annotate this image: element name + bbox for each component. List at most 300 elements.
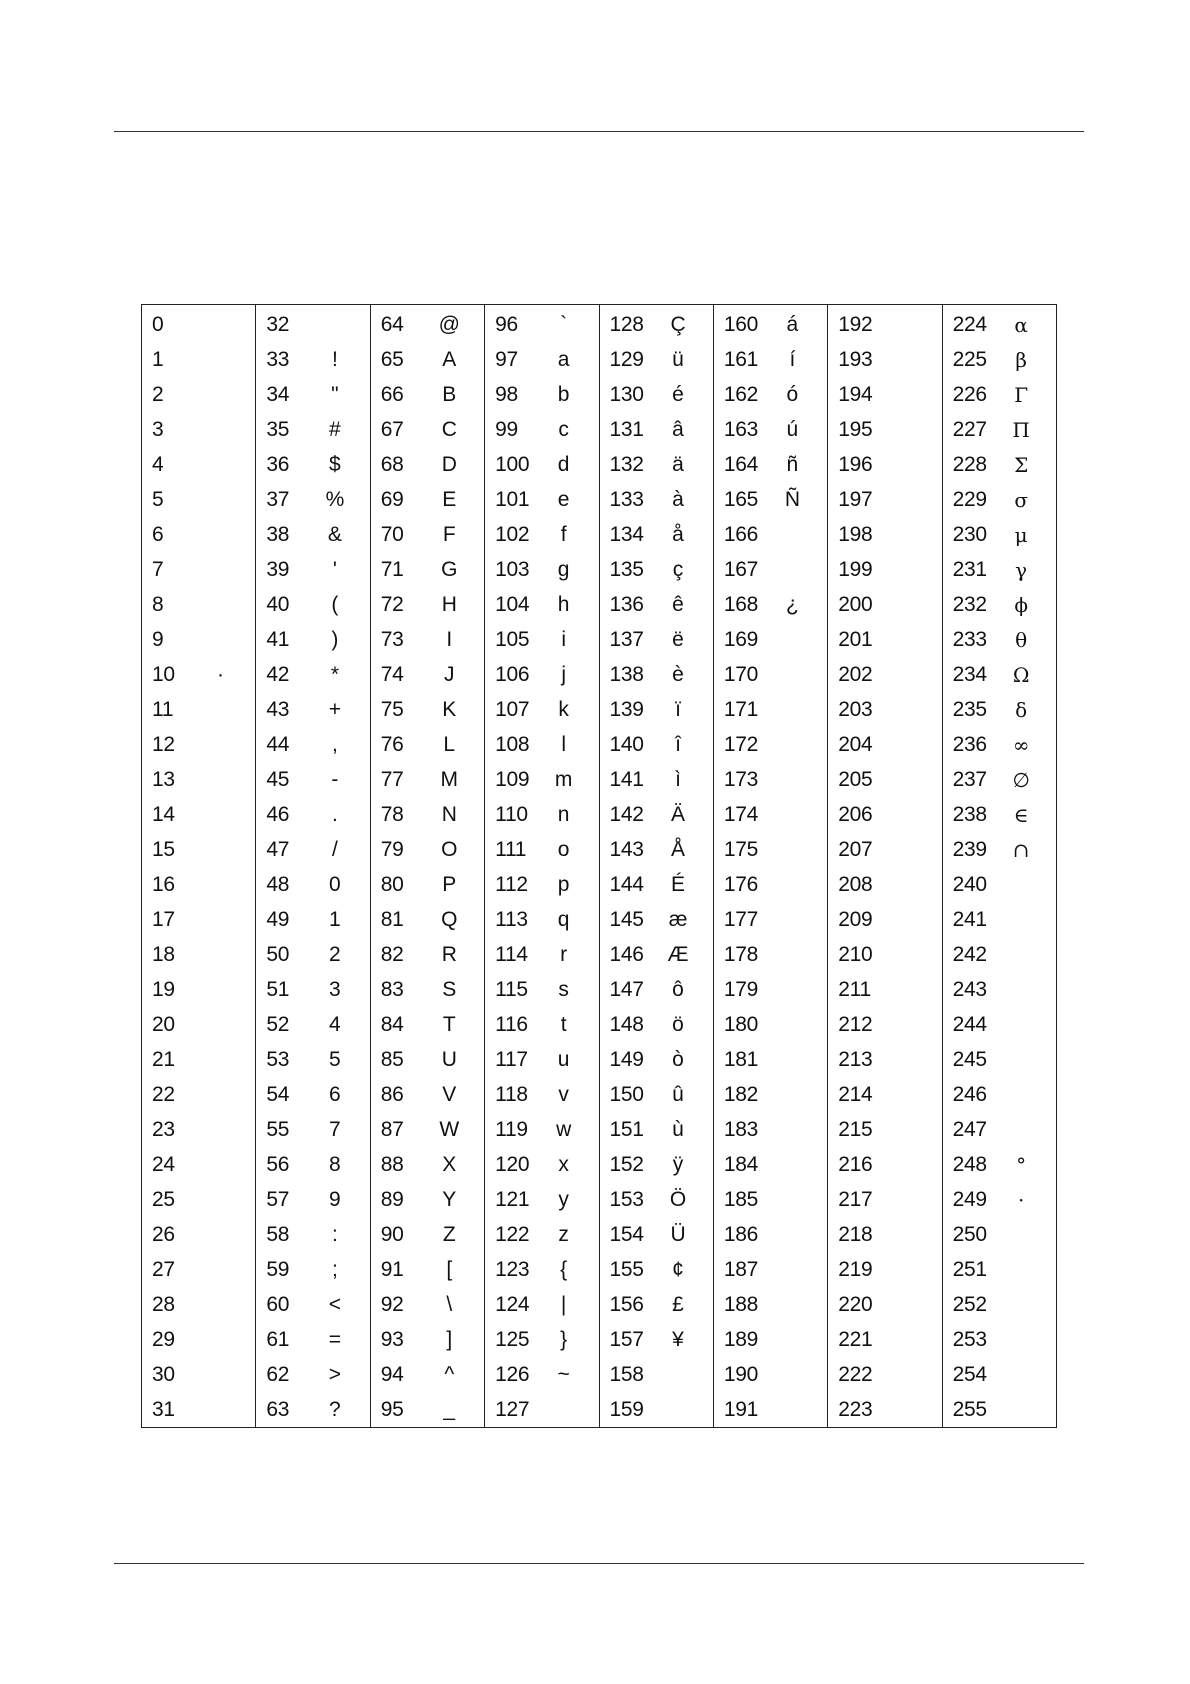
table-row: [943, 727, 1056, 762]
char-code: 179: [723, 977, 759, 1001]
table-row: [943, 307, 1056, 342]
char-code: 70: [380, 522, 404, 546]
char-code: 71: [380, 557, 404, 581]
table-row: [371, 482, 484, 517]
char-code: 75: [380, 697, 404, 721]
char-code: 249: [952, 1187, 987, 1211]
table-row: [371, 307, 484, 342]
table-row: [600, 1357, 713, 1392]
char-code: 17: [152, 907, 175, 931]
char-code: 96: [495, 312, 518, 336]
char-code: 243: [952, 977, 987, 1001]
table-row: [142, 727, 255, 762]
char-code: 61: [266, 1327, 290, 1351]
table-row: [828, 1217, 941, 1252]
char-code: 144: [609, 872, 644, 896]
table-row: [714, 902, 827, 937]
char-glyph: d: [557, 452, 570, 476]
char-code: 208: [838, 872, 873, 896]
char-code: 194: [838, 382, 873, 406]
char-code: 223: [838, 1397, 873, 1421]
table-row: [714, 1217, 827, 1252]
char-code: 153: [609, 1187, 644, 1211]
char-code: 55: [266, 1117, 290, 1141]
char-glyph: ]: [446, 1327, 452, 1351]
char-glyph: >: [328, 1362, 341, 1386]
char-glyph: M: [440, 767, 458, 791]
char-glyph: s: [558, 977, 569, 1001]
char-code: 79: [380, 837, 404, 861]
table-row: [600, 657, 713, 692]
table-row: [485, 797, 598, 832]
table-row: [714, 1147, 827, 1182]
char-code: 29: [152, 1327, 175, 1351]
char-code: 191: [723, 1397, 759, 1421]
char-code: 45: [266, 767, 290, 791]
char-code: 117: [495, 1047, 528, 1071]
table-row: [714, 762, 827, 797]
table-row: [714, 972, 827, 1007]
char-glyph: U: [441, 1047, 457, 1071]
table-row: [714, 937, 827, 972]
char-code: 142: [609, 802, 644, 826]
char-glyph: }: [560, 1327, 567, 1351]
table-row: [714, 1007, 827, 1042]
table-row: [943, 797, 1056, 832]
table-row: [943, 832, 1056, 867]
char-glyph: ∈: [1013, 802, 1029, 827]
char-glyph: Å: [671, 837, 685, 861]
char-glyph: O: [441, 837, 458, 861]
char-code: 76: [380, 732, 404, 756]
char-glyph: :: [331, 1222, 338, 1246]
char-glyph: <: [328, 1292, 341, 1316]
char-code: 226: [952, 382, 987, 406]
char-code: 93: [380, 1327, 404, 1351]
table-row: [371, 412, 484, 447]
char-code: 238: [952, 802, 987, 826]
char-code: 169: [723, 627, 759, 651]
table-row: [371, 1252, 484, 1287]
char-code: 27: [152, 1257, 175, 1281]
char-code: 141: [609, 767, 644, 791]
char-code: 137: [609, 627, 644, 651]
char-code: 187: [723, 1257, 759, 1281]
char-glyph: â: [672, 417, 684, 441]
char-code: 131: [609, 417, 644, 441]
char-glyph: ϕ: [1014, 592, 1028, 617]
table-row: [714, 1182, 827, 1217]
char-code: 13: [152, 767, 175, 791]
char-code: 125: [495, 1327, 530, 1351]
char-glyph: a: [557, 347, 570, 371]
char-code: 128: [609, 312, 644, 336]
table-row: [371, 692, 484, 727]
char-glyph: Y: [442, 1187, 456, 1211]
char-code: 97: [495, 347, 518, 371]
char-glyph: Æ: [667, 942, 689, 966]
table-row: [714, 377, 827, 412]
table-row: [714, 412, 827, 447]
code-column: [141, 305, 255, 1427]
table-row: [142, 972, 255, 1007]
char-glyph: ·: [1017, 1187, 1025, 1212]
char-code: 229: [952, 487, 987, 511]
table-row: [256, 1182, 369, 1217]
char-glyph: Γ: [1014, 382, 1028, 407]
char-code: 102: [495, 522, 530, 546]
char-glyph: ): [331, 627, 339, 651]
char-code: 220: [838, 1292, 873, 1316]
char-code: 221: [838, 1327, 873, 1351]
table-row: [256, 342, 369, 377]
char-code: 214: [838, 1082, 873, 1106]
table-row: [600, 1147, 713, 1182]
table-row: [828, 692, 941, 727]
char-glyph: J: [444, 662, 455, 686]
char-glyph: A: [442, 347, 456, 371]
table-row: [256, 657, 369, 692]
char-code: 86: [380, 1082, 404, 1106]
char-code: 35: [266, 417, 290, 441]
table-row: [943, 342, 1056, 377]
table-row: [828, 1322, 941, 1357]
char-code: 10: [152, 662, 175, 686]
char-code: 18: [152, 942, 175, 966]
table-row: [142, 937, 255, 972]
char-code: 150: [609, 1082, 644, 1106]
char-code: 95: [380, 1397, 404, 1421]
char-code: 234: [952, 662, 987, 686]
char-code: 199: [838, 557, 873, 581]
char-code: 233: [952, 627, 987, 651]
table-row: [485, 1147, 598, 1182]
char-code: 178: [723, 942, 759, 966]
char-glyph: Q: [441, 907, 458, 931]
table-row: [142, 1357, 255, 1392]
table-row: [943, 1112, 1056, 1147]
code-column: [942, 305, 1057, 1427]
char-glyph: q: [557, 907, 570, 931]
table-row: [828, 447, 941, 482]
table-row: [714, 552, 827, 587]
char-glyph: α: [1014, 312, 1028, 337]
char-glyph: å: [672, 522, 684, 546]
table-row: [256, 1077, 369, 1112]
table-row: [600, 1252, 713, 1287]
char-code: 205: [838, 767, 873, 791]
table-row: [828, 832, 941, 867]
char-code: 118: [495, 1082, 528, 1106]
char-code: 5: [152, 487, 164, 511]
char-code: 236: [952, 732, 987, 756]
char-glyph: ñ: [786, 452, 798, 476]
char-code: 83: [380, 977, 404, 1001]
char-code: 157: [609, 1327, 644, 1351]
char-code: 56: [266, 1152, 290, 1176]
char-code: 145: [609, 907, 644, 931]
char-code: 139: [609, 697, 644, 721]
char-code: 209: [838, 907, 873, 931]
char-code: 39: [266, 557, 290, 581]
char-code: 255: [952, 1397, 987, 1421]
table-row: [943, 1182, 1056, 1217]
table-row: [142, 692, 255, 727]
table-row: [142, 1252, 255, 1287]
char-code: 207: [838, 837, 873, 861]
char-code: 109: [495, 767, 530, 791]
char-code: 63: [266, 1397, 290, 1421]
table-row: [828, 937, 941, 972]
char-code: 14: [152, 802, 175, 826]
char-code: 42: [266, 662, 290, 686]
table-row: [485, 552, 598, 587]
table-row: [943, 1392, 1056, 1427]
char-code: 59: [266, 1257, 290, 1281]
char-glyph: ú: [786, 417, 798, 441]
char-code: 186: [723, 1222, 759, 1246]
char-glyph: ¿: [785, 592, 799, 616]
char-glyph: ∩: [1012, 837, 1030, 862]
char-glyph: V: [442, 1082, 456, 1106]
table-row: [485, 447, 598, 482]
char-glyph: S: [442, 977, 456, 1001]
table-row: [142, 1007, 255, 1042]
char-code: 98: [495, 382, 518, 406]
char-code: 143: [609, 837, 644, 861]
char-code: 87: [380, 1117, 404, 1141]
char-glyph: ö: [672, 1012, 684, 1036]
char-code: 112: [495, 872, 528, 896]
char-glyph: L: [443, 732, 455, 756]
char-code: 72: [380, 592, 404, 616]
char-code: 148: [609, 1012, 644, 1036]
table-row: [828, 797, 941, 832]
char-glyph: ç: [672, 557, 683, 581]
char-glyph: É: [671, 872, 685, 896]
char-code: 180: [723, 1012, 759, 1036]
char-code: 108: [495, 732, 530, 756]
char-glyph: r: [560, 942, 567, 966]
char-code: 130: [609, 382, 644, 406]
table-row: [371, 657, 484, 692]
table-row: [256, 1252, 369, 1287]
char-code: 149: [609, 1047, 644, 1071]
char-code: 138: [609, 662, 644, 686]
char-glyph: θ: [1015, 627, 1027, 652]
table-row: [256, 832, 369, 867]
char-glyph: ?: [329, 1397, 341, 1421]
char-glyph: Ü: [670, 1222, 686, 1246]
char-code: 183: [723, 1117, 759, 1141]
char-code: 190: [723, 1362, 759, 1386]
char-code: 3: [152, 417, 164, 441]
char-code: 48: [266, 872, 290, 896]
char-glyph: I: [446, 627, 452, 651]
table-row: [714, 1322, 827, 1357]
table-row: [600, 762, 713, 797]
char-code: 99: [495, 417, 518, 441]
code-column: [827, 305, 941, 1427]
char-code: 185: [723, 1187, 759, 1211]
char-code: 217: [838, 1187, 873, 1211]
char-glyph: \: [446, 1292, 452, 1316]
table-row: [600, 1007, 713, 1042]
table-row: [828, 377, 941, 412]
table-row: [600, 937, 713, 972]
char-code: 40: [266, 592, 290, 616]
character-code-table: [141, 304, 1057, 1428]
char-glyph: 1: [329, 907, 341, 931]
table-row: [943, 1007, 1056, 1042]
table-row: [714, 692, 827, 727]
char-glyph: ¥: [672, 1327, 684, 1351]
char-code: 245: [952, 1047, 987, 1071]
char-glyph: β: [1015, 347, 1027, 372]
char-code: 57: [266, 1187, 290, 1211]
table-row: [714, 1252, 827, 1287]
table-row: [600, 622, 713, 657]
table-row: [714, 797, 827, 832]
table-row: [371, 727, 484, 762]
char-code: 135: [609, 557, 644, 581]
char-glyph: X: [442, 1152, 456, 1176]
char-glyph: ü: [672, 347, 684, 371]
char-code: 94: [380, 1362, 404, 1386]
table-row: [828, 1182, 941, 1217]
char-code: 90: [380, 1222, 404, 1246]
table-row: [600, 412, 713, 447]
table-row: [256, 692, 369, 727]
table-row: [828, 657, 941, 692]
char-glyph: &: [327, 522, 342, 546]
char-code: 32: [266, 312, 290, 336]
table-row: [828, 727, 941, 762]
table-row: [485, 412, 598, 447]
char-glyph: ï: [675, 697, 681, 721]
char-code: 64: [380, 312, 404, 336]
char-code: 132: [609, 452, 644, 476]
table-row: [371, 552, 484, 587]
char-glyph: à: [672, 487, 684, 511]
table-row: [485, 1042, 598, 1077]
char-glyph: B: [442, 382, 456, 406]
table-row: [256, 762, 369, 797]
char-code: 213: [838, 1047, 873, 1071]
char-code: 100: [495, 452, 530, 476]
char-glyph: (: [331, 592, 339, 616]
char-glyph: !: [331, 347, 338, 371]
table-row: [943, 1322, 1056, 1357]
table-row: [256, 797, 369, 832]
char-glyph: á: [786, 312, 798, 336]
char-code: 106: [495, 662, 530, 686]
char-code: 33: [266, 347, 290, 371]
table-row: [256, 412, 369, 447]
char-glyph: ë: [672, 627, 684, 651]
char-code: 47: [266, 837, 290, 861]
table-row: [256, 1112, 369, 1147]
char-code: 20: [152, 1012, 175, 1036]
char-code: 240: [952, 872, 987, 896]
table-row: [371, 867, 484, 902]
char-code: 193: [838, 347, 873, 371]
char-code: 104: [495, 592, 530, 616]
char-glyph: F: [442, 522, 456, 546]
table-row: [142, 1217, 255, 1252]
char-code: 60: [266, 1292, 290, 1316]
table-row: [600, 692, 713, 727]
char-glyph: _: [443, 1397, 455, 1421]
table-row: [142, 762, 255, 797]
char-code: 52: [266, 1012, 290, 1036]
table-row: [256, 1357, 369, 1392]
char-code: 24: [152, 1152, 175, 1176]
table-row: [371, 1147, 484, 1182]
table-row: [485, 622, 598, 657]
char-code: 242: [952, 942, 987, 966]
char-code: 74: [380, 662, 404, 686]
table-row: [142, 1042, 255, 1077]
char-code: 31: [152, 1397, 175, 1421]
char-code: 41: [266, 627, 290, 651]
char-glyph: 3: [329, 977, 341, 1001]
table-row: [485, 832, 598, 867]
table-row: [943, 517, 1056, 552]
char-code: 67: [380, 417, 404, 441]
char-code: 244: [952, 1012, 987, 1036]
char-code: 175: [723, 837, 759, 861]
char-code: 88: [380, 1152, 404, 1176]
char-code: 247: [952, 1117, 987, 1141]
table-row: [256, 587, 369, 622]
char-glyph: C: [441, 417, 457, 441]
table-row: [943, 762, 1056, 797]
char-glyph: γ: [1015, 557, 1027, 582]
table-row: [371, 902, 484, 937]
char-code: 133: [609, 487, 644, 511]
table-row: [371, 1287, 484, 1322]
table-row: [485, 482, 598, 517]
table-row: [371, 447, 484, 482]
char-code: 140: [609, 732, 644, 756]
char-code: 189: [723, 1327, 759, 1351]
char-code: 171: [723, 697, 759, 721]
table-row: [485, 1287, 598, 1322]
table-row: [142, 412, 255, 447]
table-row: [371, 1322, 484, 1357]
char-glyph: û: [672, 1082, 684, 1106]
table-row: [943, 657, 1056, 692]
table-row: [600, 1077, 713, 1112]
char-glyph: ó: [786, 382, 798, 406]
char-code: 235: [952, 697, 987, 721]
table-row: [256, 1042, 369, 1077]
table-row: [256, 517, 369, 552]
char-glyph: +: [328, 697, 341, 721]
table-row: [142, 377, 255, 412]
table-row: [371, 1217, 484, 1252]
table-row: [256, 937, 369, 972]
table-row: [828, 342, 941, 377]
char-code: 216: [838, 1152, 873, 1176]
char-code: 124: [495, 1292, 530, 1316]
char-code: 58: [266, 1222, 290, 1246]
table-row: [485, 1217, 598, 1252]
char-code: 164: [723, 452, 759, 476]
char-code: 30: [152, 1362, 175, 1386]
char-glyph: N: [441, 802, 457, 826]
